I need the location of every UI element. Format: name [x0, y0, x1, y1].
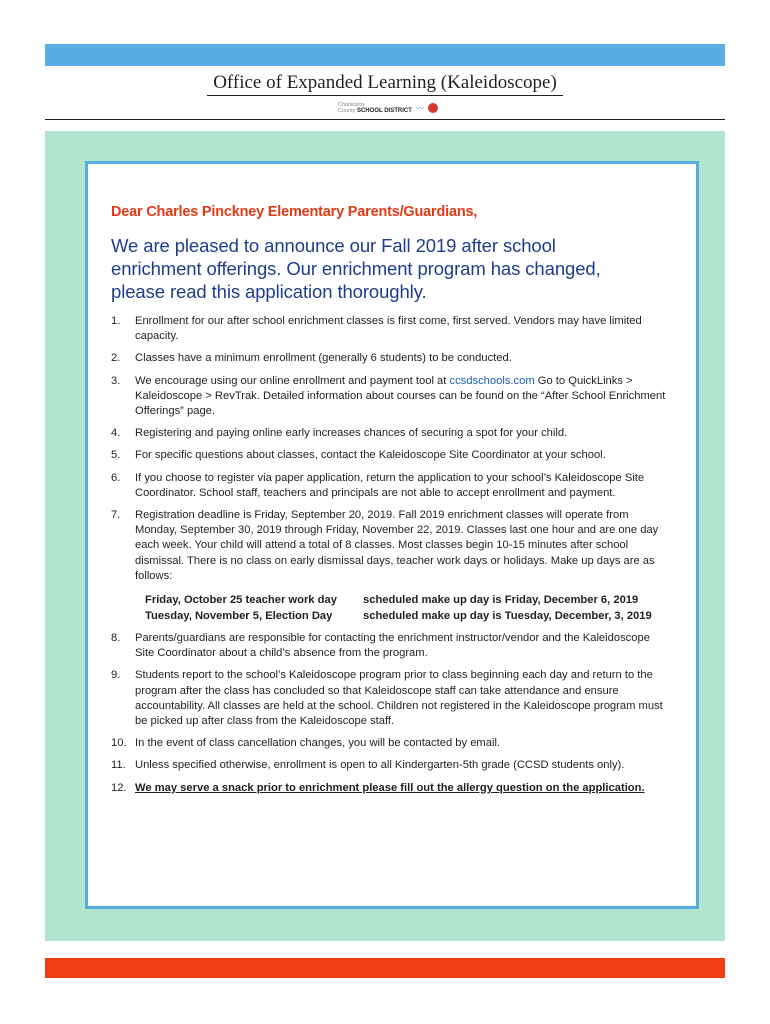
wave-logo-icon: 〰 — [415, 103, 424, 113]
list-item: 2. Classes have a minimum enrollment (generally 6 students) to be conducted. — [111, 352, 512, 365]
district-text — [338, 102, 412, 114]
announcement-heading: We are pleased to announce our Fall 2019 after school enrichment offerings. Our enrichment program has changed, please read this application thoroughly. — [111, 235, 601, 302]
list-item: 6. If you choose to register via paper application, return the application to your school’s Kaleidoscope Site Coordinator. School staff, teachers and principals are not able to accept enrollment and payment. — [111, 471, 645, 499]
makeup-date: scheduled make up day is Tuesday, December, 3, 2019 — [363, 610, 652, 623]
kaleidoscope-logo-icon — [428, 103, 438, 113]
district-line2: County — [338, 108, 356, 114]
list-item: 7. Registration deadline is Friday, September 20, 2019. Fall 2019 enrichment classes will operate from Monday, September 30, 2019 through Friday, November 22, 2019. Classes last one hour and are one day each week. Your child will attend a total of 8 classes. Most classes begin 10-15 minutes after school dismissal. There is no class on early dismissal days, teacher work days or holidays. Make up days are as follows: Friday, October 25 teacher work day scheduled make up day is Friday, December 6, 2019 Tuesday, November 5, Election Day scheduled make up day is Tuesday, December, 3, 2019 — [111, 508, 671, 624]
office-title — [0, 72, 770, 96]
greeting: Dear Charles Pinckney Elementary Parents/Guardians, — [111, 204, 478, 220]
district-name: SCHOOL DISTRICT — [356, 108, 412, 114]
makeup-day: Friday, October 25 teacher work day — [145, 594, 337, 607]
snack-notice: We may serve a snack prior to enrichment please fill out the allergy question on the application. — [135, 781, 645, 794]
info-list — [111, 314, 671, 796]
list-item: 9. Students report to the school’s Kaleidoscope program prior to class beginning each day and return to the program after the class has concluded so that Kaleidoscope staff can take attendance and ensure accountability. All classes are held at the school. Children not registered in the Kaleidoscope program must be picked up after class from the Kaleidoscope staff. — [111, 669, 663, 728]
makeup-date: scheduled make up day is Friday, December 6, 2019 — [363, 594, 639, 607]
top-color-bar — [45, 44, 725, 66]
list-item: 10. In the event of class cancellation changes, you will be contacted by email. — [111, 737, 501, 750]
list-item: 8. Parents/guardians are responsible for contacting the enrichment instructor/vendor and the Kaleidoscope Site Coordinator about a child’s absence from the program. — [111, 632, 650, 660]
list-item: 12. We may serve a snack prior to enrichment please fill out the allergy question on the application. — [111, 781, 645, 794]
office-title-text: Office of Expanded Learning (Kaleidoscope) — [207, 72, 563, 96]
makeup-day: Tuesday, November 5, Election Day — [145, 610, 333, 623]
bottom-color-bar — [45, 958, 725, 978]
list-item: 11. Unless specified otherwise, enrollment is open to all Kindergarten-5th grade (CCSD students only). — [111, 759, 625, 772]
ccsdschools-link[interactable]: ccsdschools.com — [449, 374, 535, 387]
district-logo — [338, 99, 438, 117]
list-item: 5. For specific questions about classes, contact the Kaleidoscope Site Coordinator at your school. — [111, 449, 606, 462]
district-line1: Charleston — [338, 102, 365, 108]
list-item: 1. Enrollment for our after school enrichment classes is first come, first served. Vendors may have limited capacity. — [111, 315, 642, 343]
list-item: 3. We encourage using our online enrollment and payment tool at ccsdschools.com Go to QuickLinks > Kaleidoscope > RevTrak. Detailed information about courses can be found on the “After School Enrichment Offerings” page. — [111, 374, 666, 418]
makeup-days-table — [145, 592, 671, 624]
list-item: 4. Registering and paying online early increases chances of securing a spot for your child. — [111, 427, 568, 440]
header-divider — [45, 119, 725, 120]
